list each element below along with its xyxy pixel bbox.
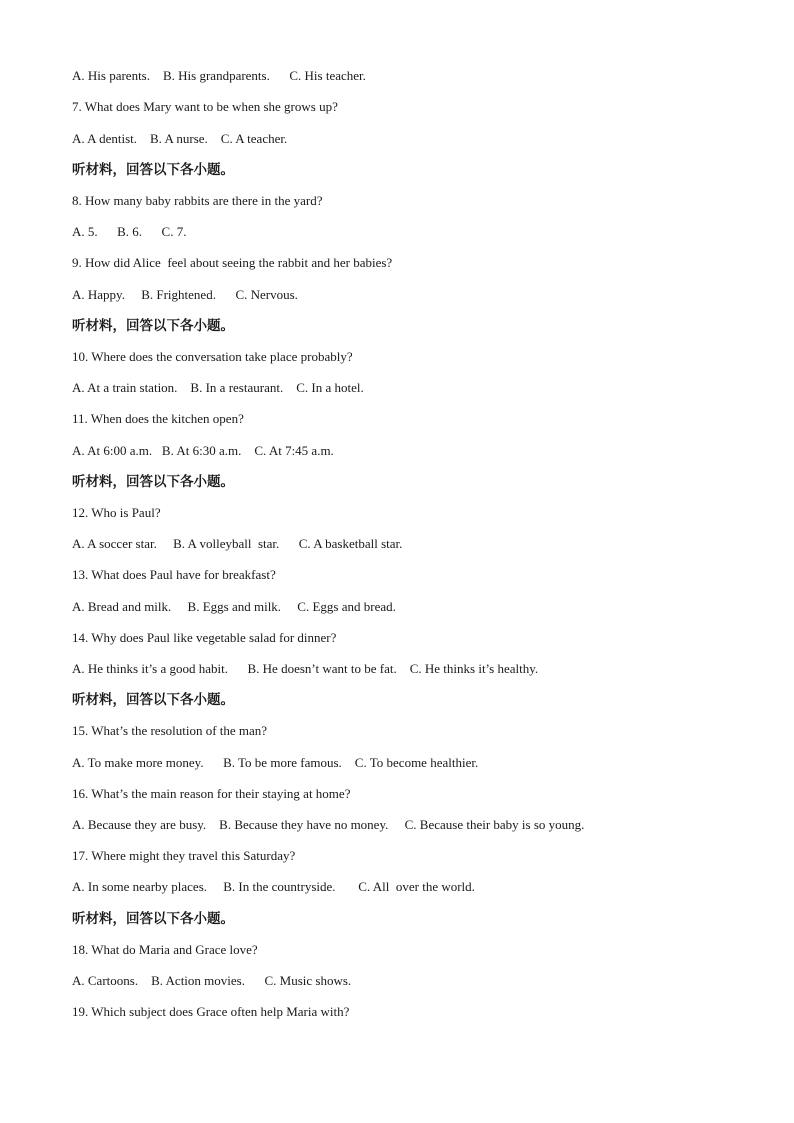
question-line: 17. Where might they travel this Saturday? xyxy=(72,848,296,863)
question-line: 7. What does Mary want to be when she grows up? xyxy=(72,99,338,114)
section-heading: 听材料，回答以下各小题。 xyxy=(72,318,234,334)
options-line: A. At 6:00 a.m. B. At 6:30 a.m. C. At 7:45 a.m. xyxy=(72,443,334,458)
options-line: A. A soccer star. B. A volleyball star. C. A basketball star. xyxy=(72,536,403,551)
question-line: 8. How many baby rabbits are there in the yard? xyxy=(72,193,323,208)
question-line: 14. Why does Paul like vegetable salad for dinner? xyxy=(72,630,337,645)
options-line: A. His parents. B. His grandparents. C. His teacher. xyxy=(72,68,366,83)
options-line: A. 5. B. 6. C. 7. xyxy=(72,224,187,239)
options-line: A. A dentist. B. A nurse. C. A teacher. xyxy=(72,131,288,146)
question-line: 9. How did Alice feel about seeing the rabbit and her babies? xyxy=(72,255,393,270)
question-line: 13. What does Paul have for breakfast? xyxy=(72,567,276,582)
question-line: 10. Where does the conversation take place probably? xyxy=(72,349,353,364)
question-line: 15. What’s the resolution of the man? xyxy=(72,723,268,738)
options-line: A. Cartoons. B. Action movies. C. Music shows. xyxy=(72,973,352,988)
question-line: 11. When does the kitchen open? xyxy=(72,411,244,426)
question-line: 18. What do Maria and Grace love? xyxy=(72,942,258,957)
question-line: 16. What’s the main reason for their staying at home? xyxy=(72,786,351,801)
options-line: A. Happy. B. Frightened. C. Nervous. xyxy=(72,287,298,302)
options-line: A. In some nearby places. B. In the countryside. C. All over the world. xyxy=(72,879,475,894)
section-heading: 听材料，回答以下各小题。 xyxy=(72,162,234,178)
section-heading: 听材料，回答以下各小题。 xyxy=(72,474,234,490)
question-line: 19. Which subject does Grace often help Maria with? xyxy=(72,1004,350,1019)
section-heading: 听材料，回答以下各小题。 xyxy=(72,692,234,708)
options-line: A. To make more money. B. To be more famous. C. To become healthier. xyxy=(72,755,479,770)
options-line: A. Because they are busy. B. Because they have no money. C. Because their baby is so young. xyxy=(72,817,585,832)
options-line: A. Bread and milk. B. Eggs and milk. C. Eggs and bread. xyxy=(72,599,396,614)
question-line: 12. Who is Paul? xyxy=(72,505,161,520)
options-line: A. At a train station. B. In a restaurant. C. In a hotel. xyxy=(72,380,364,395)
section-heading: 听材料，回答以下各小题。 xyxy=(72,911,234,927)
options-line: A. He thinks it’s a good habit. B. He doesn’t want to be fat. C. He thinks it’s healthy. xyxy=(72,661,539,676)
